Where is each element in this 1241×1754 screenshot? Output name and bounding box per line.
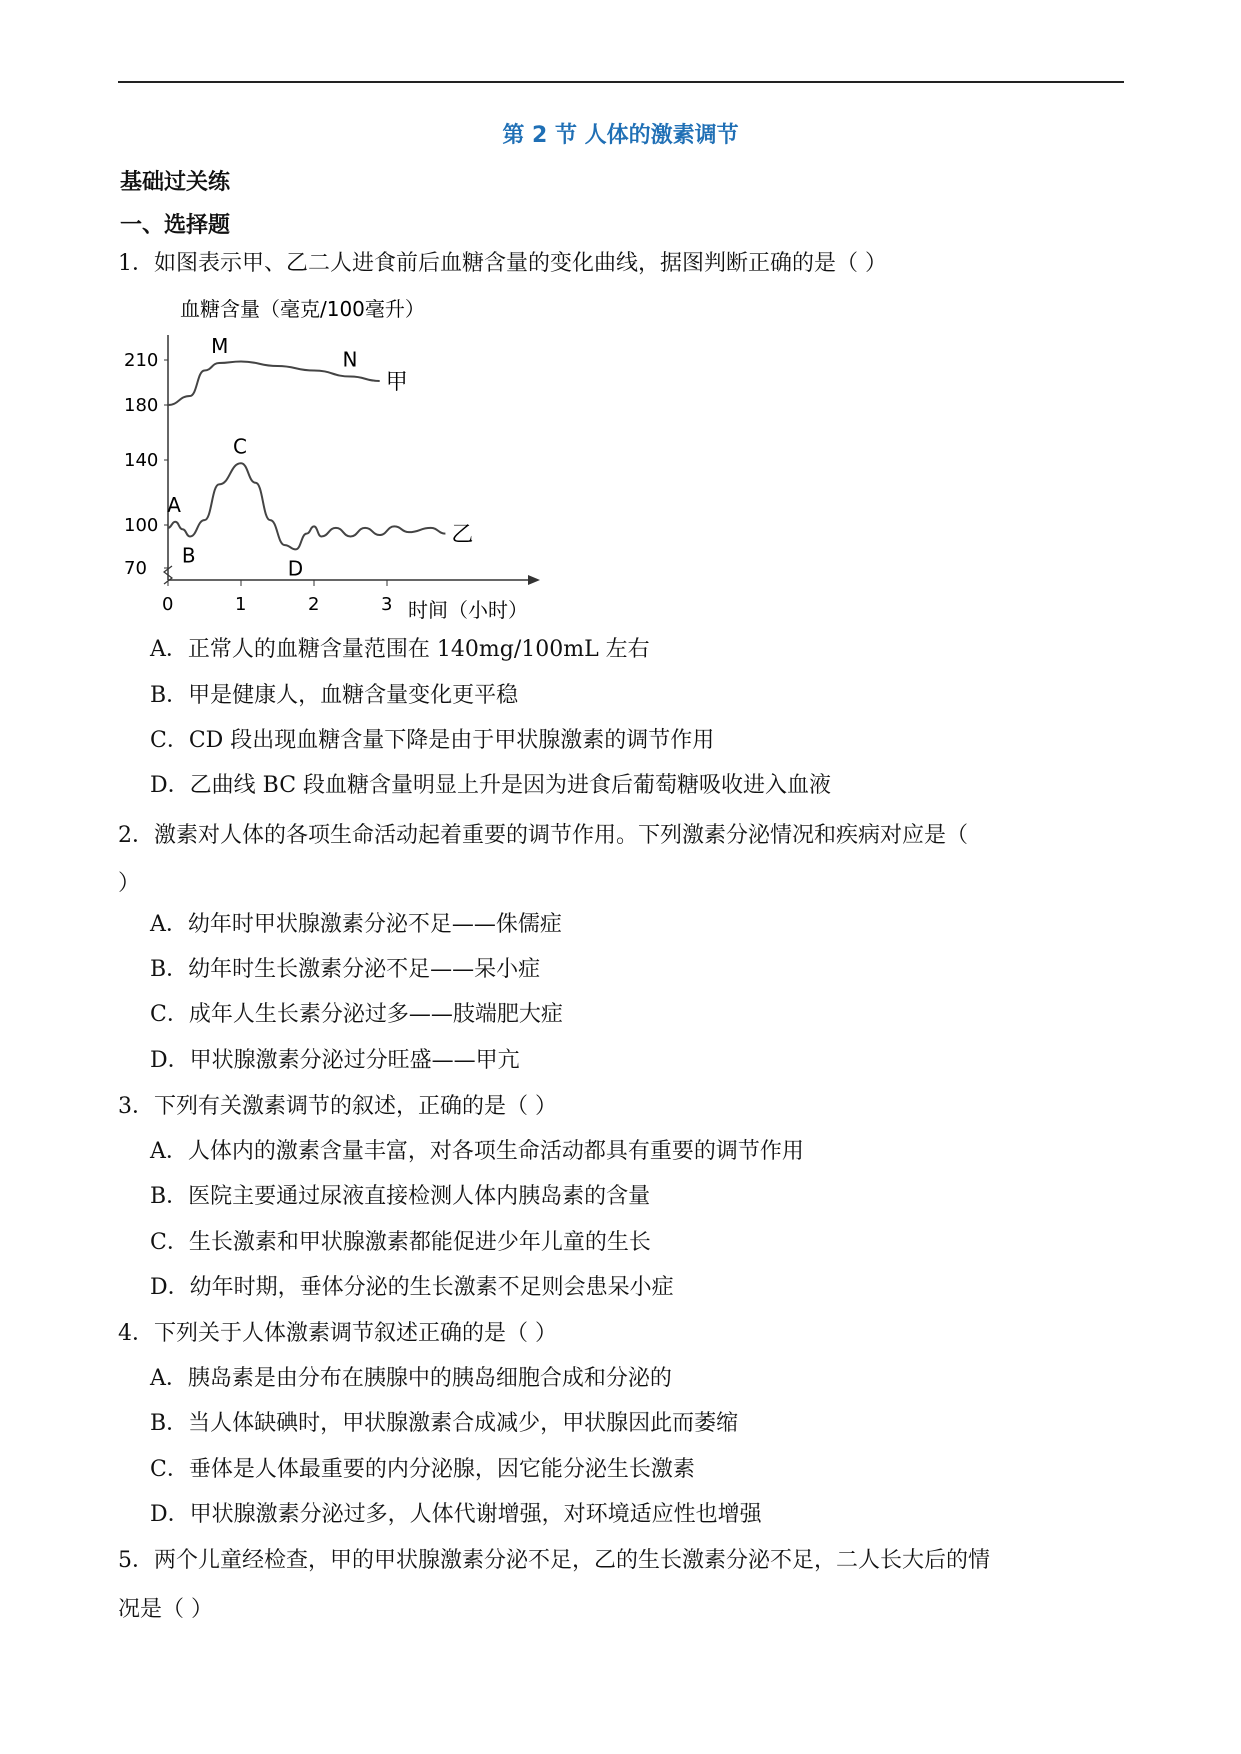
question-2-stem-cont: ） [118,871,141,896]
blood-sugar-chart [118,290,578,630]
x-tick-label: 1 [235,594,247,615]
point-label: M [211,334,229,358]
question-5-stem-cont: 况是（ ） [118,1597,213,1622]
point-label: C [233,434,247,459]
q4-option-b[interactable]: B．当人体缺碘时，甲状腺激素合成减少，甲状腺因此而萎缩 [150,1411,739,1436]
question-3-stem: 3．下列有关激素调节的叙述，正确的是（ ） [118,1094,557,1119]
q2-option-d[interactable]: D．甲状腺激素分泌过分旺盛——甲亢 [150,1048,520,1073]
q3-option-b[interactable]: B．医院主要通过尿液直接检测人体内胰岛素的含量 [150,1184,651,1209]
q2-option-a[interactable]: A．幼年时甲状腺激素分泌不足——侏儒症 [150,912,562,937]
q4-option-c[interactable]: C．垂体是人体最重要的内分泌腺，因它能分泌生长激素 [150,1457,695,1482]
section-title: 第 2 节 人体的激素调节 [502,123,739,148]
question-2-stem: 2．激素对人体的各项生命活动起着重要的调节作用。下列激素分泌情况和疾病对应是（ [118,823,968,848]
point-label: N [342,347,358,372]
y-tick-label: 70 [124,558,147,579]
q3-option-d[interactable]: D．幼年时期，垂体分泌的生长激素不足则会患呆小症 [150,1275,674,1300]
part-header: 一、选择题 [120,213,231,238]
chart-ticks [124,347,393,615]
sub-header: 基础过关练 [120,170,231,195]
q1-option-a[interactable]: A．正常人的血糖含量范围在 140mg/100mL 左右 [150,637,650,662]
series-line-1 [168,463,445,549]
q1-option-b[interactable]: B．甲是健康人，血糖含量变化更平稳 [150,683,519,708]
q4-option-a[interactable]: A．胰岛素是由分布在胰腺中的胰岛细胞合成和分泌的 [150,1366,672,1391]
question-1-stem: 1．如图表示甲、乙二人进食前后血糖含量的变化曲线，据图判断正确的是（ ） [118,251,887,276]
x-tick-label: 3 [381,594,393,615]
y-tick-label: 100 [124,515,159,536]
x-tick-label: 0 [162,594,174,615]
q4-option-d[interactable]: D．甲状腺激素分泌过多，人体代谢增强，对环境适应性也增强 [150,1502,762,1527]
q1-option-d[interactable]: D．乙曲线 BC 段血糖含量明显上升是因为进食后葡萄糖吸收进入血液 [150,773,832,798]
point-label: D [287,556,304,581]
question-5-stem: 5．两个儿童经检查，甲的甲状腺激素分泌不足，乙的生长激素分泌不足，二人长大后的情 [118,1548,991,1573]
point-label: B [181,543,196,568]
x-tick-label: 2 [308,594,320,615]
q2-option-b[interactable]: B．幼年时生长激素分泌不足——呆小症 [150,957,541,982]
y-tick-label: 210 [124,350,159,371]
q3-option-a[interactable]: A．人体内的激素含量丰富，对各项生命活动都具有重要的调节作用 [150,1139,804,1164]
x-axis-arrow [528,575,540,585]
y-tick-label: 180 [124,395,159,416]
q2-option-c[interactable]: C．成年人生长素分泌过多——肢端肥大症 [150,1002,563,1027]
x-axis-label: 时间（小时） [408,598,528,622]
y-tick-label: 140 [124,450,159,471]
q1-option-c[interactable]: C．CD 段出现血糖含量下降是由于甲状腺激素的调节作用 [150,728,715,753]
series-name-1: 乙 [451,522,474,548]
question-4-stem: 4．下列关于人体激素调节叙述正确的是（ ） [118,1321,557,1346]
y-axis-label: 血糖含量（毫克/100毫升） [180,297,425,321]
top-rule [118,81,1124,83]
point-label: A [167,492,181,517]
q3-option-c[interactable]: C．生长激素和甲状腺激素都能促进少年儿童的生长 [150,1230,651,1255]
series-name-0: 甲 [385,370,408,395]
chart-axes [164,335,540,585]
